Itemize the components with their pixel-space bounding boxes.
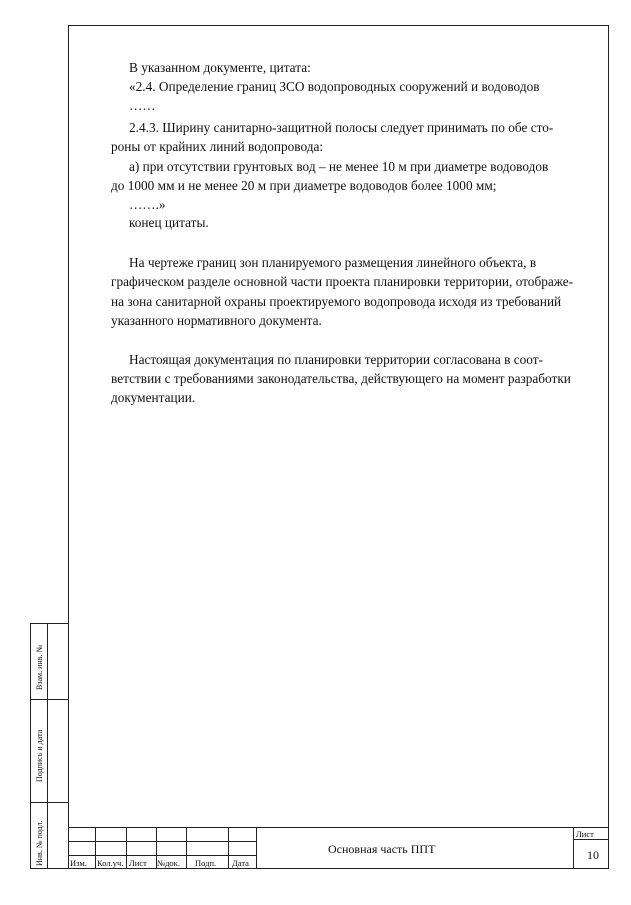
text-line: …… [129, 98, 156, 113]
document-title: Основная часть ППТ [328, 842, 436, 856]
text-line: указанного нормативного документа. [111, 313, 322, 328]
col-label-date: Дата [232, 858, 249, 868]
side-label-signature-date: Подпись и дата [35, 729, 44, 782]
side-stamp-rule [31, 699, 69, 700]
col-label-docno: №док. [157, 858, 180, 868]
col-label-sheet: Лист [129, 858, 147, 868]
text-line: на зона санитарной охраны проектируемого водопровода исходя из требований [111, 294, 562, 309]
title-block-rule [126, 827, 127, 869]
sheet-label: Лист [576, 829, 594, 839]
title-block-rule [256, 827, 257, 869]
title-block [68, 827, 609, 869]
title-block-rule [573, 827, 574, 869]
text-line: В указанном документе, цитата: [129, 60, 311, 75]
text-line: …….» [129, 197, 166, 212]
text-line: документации. [111, 390, 196, 405]
side-label-replacement-inv: Взам. инв. № [35, 644, 44, 690]
text-line: 2.4.3. Ширину санитарно-защитной полосы следует принимать по обе сто- [129, 120, 554, 135]
col-label-count: Кол.уч. [97, 858, 124, 868]
title-block-rule [95, 827, 96, 869]
col-label-change: Изм. [70, 858, 87, 868]
text-line: На чертеже границ зон планируемого размещения линейного объекта, в [129, 255, 537, 270]
title-block-rule [68, 827, 609, 828]
title-block-rule [186, 827, 187, 869]
side-stamp-rule [31, 802, 69, 803]
title-block-rule [228, 827, 229, 869]
text-line: роны от крайних линий водопровода: [111, 139, 324, 154]
text-line: графическом разделе основной части проекта планировки территории, отображе- [111, 274, 574, 289]
text-line: до 1000 мм и не менее 20 м при диаметре водоводов более 1000 мм; [111, 178, 497, 193]
text-line: а) при отсутствии грунтовых вод – не менее 10 м при диаметре водоводов [129, 159, 549, 174]
text-line: Настоящая документация по планировки территории согласована в соот- [129, 352, 543, 367]
text-line: «2.4. Определение границ ЗСО водопроводных сооружений и водоводов [129, 79, 540, 94]
side-stamp-divider [47, 624, 48, 868]
text-line: конец цитаты. [129, 215, 209, 230]
title-block-rule [573, 839, 609, 840]
text-line: ветствии с требованиями законодательства, действующего на момент разработки [111, 371, 571, 386]
col-label-signature: Подп. [195, 858, 217, 868]
side-stamp [30, 623, 68, 869]
side-label-original-inv: Инв. № подл. [35, 820, 44, 866]
sheet-number: 10 [587, 848, 599, 862]
